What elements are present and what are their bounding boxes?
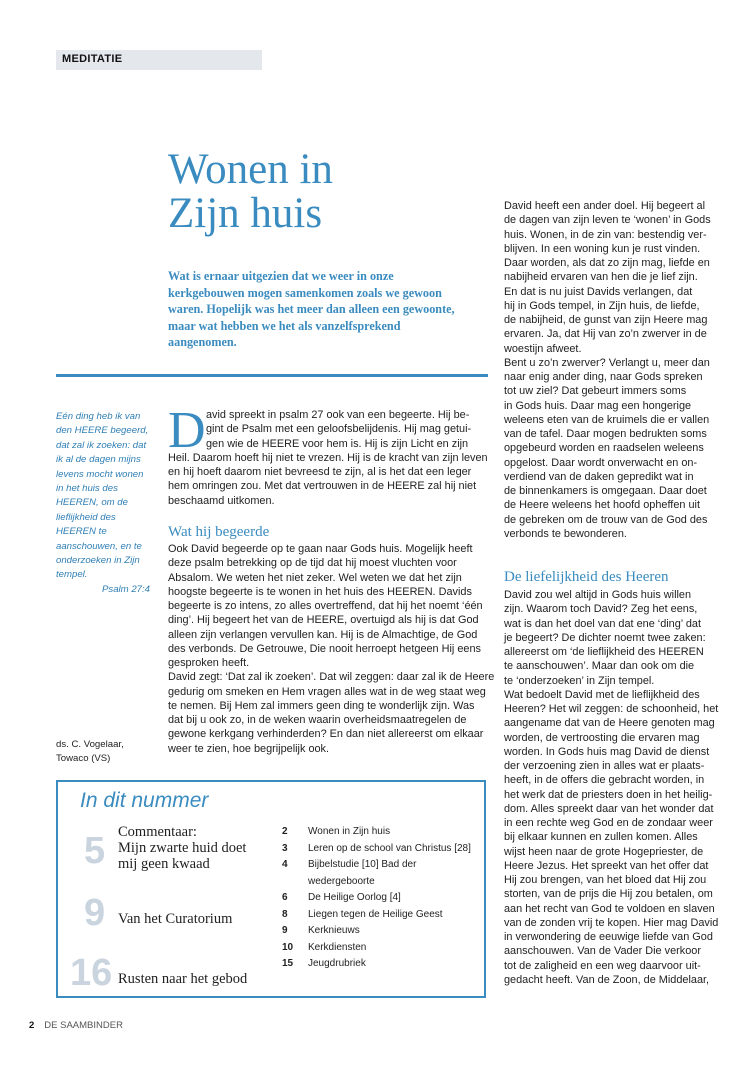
text-line: des verbonds. De Getrouwe, Die nooit herroept hetgeen Hij eens [168,642,481,655]
text-line: en hij hoeft daarom niet bevreesd te zijn, al is het dat een leger [168,466,472,478]
feature-item[interactable] [118,971,247,987]
text-line: aan het recht van God te voldoen en slaven [504,902,715,915]
toc-title: Leren op de school van Christus [28] [308,842,471,854]
quote-reference: Psalm 27:4 [102,583,150,595]
text-line: opgelost. Daar wordt onverwacht en on- [504,456,698,469]
text-line: van de tafel. Daar mogen bedrukten soms [504,428,707,440]
table-of-contents [282,826,482,975]
text-line: Heere Jezus. Het spreekt van het offer dat [504,859,709,872]
text-line: gewone kerkgang verhinderden? En dan niet allereerst om elkaar [168,728,484,741]
paragraph-2 [168,542,495,756]
toc-page-number: 6 [282,892,288,903]
divider-rule [56,374,488,377]
text-line: gesproken heeft. [168,657,250,669]
toc-title: Bijbelstudie [10] Bad der [308,859,417,870]
text-line: Daar worden, als dat zo zijn mag, liefde en [504,257,710,269]
text-line: dat bij u ook zo, in de weken waarin overheidsmaatregelen de [168,714,467,726]
toc-title: Liegen tegen de Heilige Geest [308,908,443,920]
title-line: Zijn huis [168,190,323,237]
text-line: worden. In Gods huis mag David de dienst [504,745,710,758]
text-line: het werk dat de priesters doen in het heilig- [504,788,713,801]
feature-item[interactable] [118,824,246,872]
text-line: te nemen. Bij Hem zal immers geen ding te wonderlijk zijn. Was [168,699,475,712]
text-line: te ‘onderzoeken’ in Zijn tempel. [504,674,655,687]
text-line: tot uw ziel? Dat gebeurt immers soms [504,385,687,398]
text-line: David heeft een ander doel. Hij begeert al [504,200,706,212]
text-line: tot de zaligheid en een weg daarvoor uit- [504,959,701,972]
text-line: verdiend van de daken gepredikt wat in [504,470,694,483]
text-line: woestijn afweet. [504,342,582,355]
text-line: David zegt: ‘Dat zal ik zoeken’. Dat wil zeggen: daar zal ik de Heere [168,671,495,684]
text-line: de binnenkamers is omgegaan. Daar doet [504,485,707,497]
text-line: David zou wel altijd in Gods huis willen [504,589,692,601]
text-line: van de zonden vrij te kopen. Hier mag David [504,916,719,929]
text-line: in Gods huis. Daar mag een hongerige [504,399,692,412]
subheading-2: De liefelijkheid des Heeren [504,569,669,585]
text-line: gen wie de HEERE voor hem is. Hij is zijn Licht en zijn [206,437,469,450]
column-2-part-1 [504,199,714,541]
feature-title-line: Mijn zwarte huid doet [118,840,247,856]
article-title [168,148,488,236]
toc-title: Kerkdiensten [308,941,367,953]
author-name: ds. C. Vogelaar, [56,739,124,750]
feature-title-line: Van het Curatorium [118,911,233,927]
page-footer [29,1020,123,1031]
text-line: aangename dat van de Heere genoten mag [504,717,715,730]
text-line: hoogste begeerte is te wonen in het huis des HEEREN. Davids [168,585,472,598]
text-line: nabijheid ervaren van hen die je lief zijn. [504,271,698,284]
article-column-2b [504,588,719,987]
text-line: verbonds te bewonderen. [504,527,627,540]
toc-title: Wonen in Zijn huis [308,826,391,837]
footer-publication: DE SAAMBINDER [44,1020,123,1031]
text-line: Hij zou brengen, van het bloed dat Hij zou [504,874,707,886]
text-line: je begeert? De dichter noemt twee zaken: [504,631,706,644]
text-line: allereerst om ‘de lieflijkheid des HEEREN [504,646,704,658]
in-dit-nummer-heading: In dit nummer [80,789,209,812]
toc-page-number: 10 [282,941,294,953]
text-line: weleens eten van de kruimels die er vallen [504,413,710,426]
feature-page-number: 9 [84,892,106,934]
text-line: gedacht heeft. Van de Zoon, de Middelaar, [504,973,710,986]
text-line: gedurig om smeken en Hem vragen alles wat in de weg staat weg [168,685,486,698]
feature-item[interactable] [118,911,232,927]
toc-page-number: 3 [282,842,288,854]
article-column-1b [168,542,495,756]
pull-quote [56,410,150,597]
text-line: ervaren. Ja, dat Hij van zo’n zwerver in de [504,328,707,341]
text-line: in een rechte weg God en de zondaar weer [504,817,713,829]
toc-row[interactable] [282,909,482,926]
text-line: heeft, in de offers die gebracht worden, in [504,774,705,787]
text-line: bij elkaar kunnen en zullen komen. Alles [504,831,698,844]
drop-cap: D [168,402,206,459]
text-line: Heeren? Het wil zeggen: de schoonheid, het [504,703,719,715]
feature-page-number: 5 [84,830,106,872]
text-line: de dagen van zijn leven te ‘wonen’ in Gods [504,214,711,227]
author-place: Towaco (VS) [56,753,111,765]
text-line: naar enig ander ding, naar Gods spreken [504,371,703,383]
feature-page-number: 16 [70,952,113,994]
author-credit [56,738,156,767]
toc-page-number: 9 [282,925,288,936]
section-label-bar [56,50,262,70]
paragraph-1 [168,402,490,508]
text-line: opgebeurd worden en raadselen weleens [504,442,704,455]
toc-row[interactable] [282,859,482,876]
section-label: MEDITATIE [62,53,123,65]
text-line: avid spreekt in psalm 27 ook van een begeerte. Hij be- [206,409,470,421]
text-line: deze psalm betrekking op de tijd dat hij moest vluchten voor [168,557,457,570]
text-line: storten, van de prijs die Hij zou betalen, om [504,888,713,901]
text-line: gint de Psalm met een geloofsbelijdenis. Hij mag getui- [206,423,472,436]
text-line: alleen zijn verlangen vervullen kan. Hij is de Almachtige, de God [168,628,478,641]
text-line: Ook David begeerde op te gaan naar Gods huis. Mogelijk heeft [168,543,473,555]
toc-page-number: 2 [282,826,288,837]
title-line: Wonen in [168,146,333,193]
toc-title: wedergeboorte [308,875,375,887]
text-line: Bent u zo’n zwerver? Verlangt u, meer dan [504,356,710,369]
text-line: de Heere weleens het hoofd opheffen uit [504,499,700,512]
text-line: Heil. Daarom hoeft hij niet te vrezen. Hij is de kracht van zijn leven [168,451,488,464]
text-line: te aanschouwen’. Maar dan ook om die [504,660,695,673]
text-line: der verzoening zien in alles wat er plaats- [504,760,705,772]
toc-row[interactable] [282,876,482,893]
feature-title-line: Commentaar: [118,824,197,840]
column-2-part-2 [504,588,719,987]
text-line: worden, de vertroosting die ervaren mag [504,731,700,744]
article-column-2 [504,199,714,541]
text-line: wat is dan het doel van dat ene ‘ding’ dat [504,617,701,630]
text-line: de nabijheid, de gunst van zijn Heere mag [504,314,708,326]
text-line: ding’. Hij begeert het van de HEERE, overtuigd als hij is dat God [168,614,479,627]
text-line: in verwondering de eeuwige liefde van God [504,931,713,943]
subheading-1: Wat hij begeerde [168,524,270,540]
toc-title: Jeugdrubriek [308,958,366,969]
toc-row[interactable] [282,925,482,942]
toc-title: Kerknieuws [308,925,360,936]
toc-page-number: 15 [282,958,294,969]
text-line: hem omringen zou. Met dat vertrouwen in de HEERE zal hij niet [168,480,477,493]
toc-row[interactable] [282,942,482,959]
intro-text: Wat is ernaar uitgezien dat we weer in onze kerkgebouwen mogen samenkomen zoals we gewoon waren. Hopelijk was het meer dan alleen een gewoonte, maar wat hebben we het als vanzelfsprekend aangenomen. [168,269,455,350]
text-line: weer te zien, hoe begrijpelijk ook. [168,742,330,755]
article-column-1 [168,402,490,508]
text-line: blijven. In een woning kun je rust vinden. [504,242,701,255]
toc-row[interactable] [282,958,482,975]
text-line: huis. Wonen, in de zin van: bestendig ver- [504,228,707,241]
text-line: begeerte is zo intens, zo alles overtreffend, dat hij het noemt ‘één [168,600,483,612]
text-line: Absalom. We weten het niet zeker. Wel weten we dat het zijn [168,571,462,584]
footer-page-number: 2 [29,1020,35,1031]
text-line: En dat is nu juist Davids verlangen, dat [504,285,693,298]
text-line: wijst heen naar de grote Hogepriester, de [504,845,704,858]
text-line: de gebreken om de trouw van de God des [504,513,708,526]
text-line: zijn. Waarom toch David? Zeg het eens, [504,603,698,616]
text-line: aanschouwen. Van de Vader Die verkoor [504,945,701,958]
feature-title-line: mij geen kwaad [118,856,210,872]
text-line: dom. Alles spreekt daar van het wonder dat [504,802,714,815]
quote-text: Eén ding heb ik van den HEERE begeerd, dat zal ik zoeken: dat ik al de dagen mijns levens mocht wonen in het huis des HEEREN, om de lieflijkheid des HEEREN te aanschouwen, en te onderzoeken in Zijn tempel. [56,411,149,581]
toc-row[interactable] [282,892,482,909]
toc-row[interactable] [282,843,482,860]
toc-page-number: 4 [282,859,288,870]
toc-title: De Heilige Oorlog [4] [308,892,401,903]
text-line: hij in Gods tempel, in Zijn huis, de liefde, [504,299,700,312]
toc-page-number: 8 [282,908,288,920]
text-line: beschaamd uitkomen. [168,494,275,507]
toc-row[interactable] [282,826,482,843]
feature-title-line: Rusten naar het gebod [118,971,248,987]
text-line: Wat bedoelt David met de lieflijkheid des [504,688,700,701]
